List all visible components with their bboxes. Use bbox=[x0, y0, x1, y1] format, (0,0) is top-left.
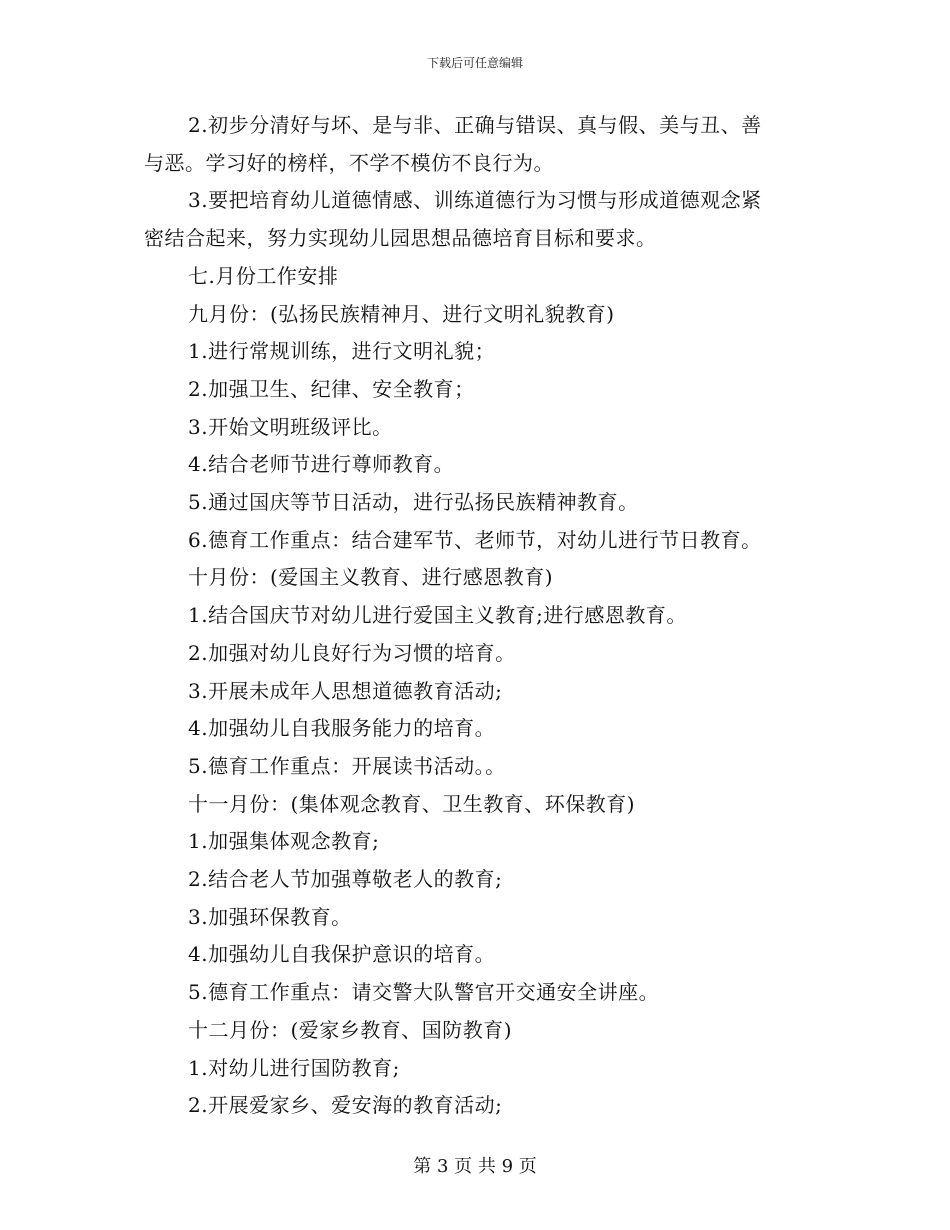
text-line: 1.进行常规训练，进行文明礼貌； bbox=[188, 339, 496, 364]
text-line: 5.德育工作重点：开展读书活动。。 bbox=[188, 753, 506, 778]
text-line: 4.加强幼儿自我服务能力的培育。 bbox=[188, 716, 496, 741]
text-line: 1.结合国庆节对幼儿进行爱国主义教育;进行感恩教育。 bbox=[188, 603, 687, 628]
text-line: 2.开展爱家乡、爱安海的教育活动; bbox=[188, 1093, 503, 1118]
page-header: 下载后可任意编辑 bbox=[426, 56, 523, 70]
text-line: 1.加强集体观念教育; bbox=[188, 829, 380, 854]
text-line: 6.德育工作重点：结合建军节、老师节，对幼儿进行节日教育。 bbox=[188, 527, 762, 552]
document-body bbox=[144, 107, 804, 1125]
text-line: 4.加强幼儿自我保护意识的培育。 bbox=[188, 942, 496, 967]
text-line: 1.对幼儿进行国防教育; bbox=[188, 1055, 400, 1080]
text-line: 十二月份：(爱家乡教育、国防教育) bbox=[188, 1017, 513, 1042]
text-line: 九月份：(弘扬民族精神月、进行文明礼貌教育) bbox=[188, 301, 615, 326]
text-line: 4.结合老师节进行尊师教育。 bbox=[188, 452, 455, 477]
text-line: 与恶。学习好的榜样，不学不模仿不良行为。 bbox=[144, 150, 554, 175]
text-line: 3.加强环保教育。 bbox=[188, 904, 352, 929]
text-line: 密结合起来，努力实现幼儿园思想品德培育目标和要求。 bbox=[144, 226, 657, 251]
text-line: 十一月份：(集体观念教育、卫生教育、环保教育) bbox=[188, 791, 636, 816]
text-line: 5.德育工作重点：请交警大队警官开交通安全讲座。 bbox=[188, 980, 660, 1005]
text-line: 3.要把培育幼儿道德情感、训练道德行为习惯与形成道德观念紧 bbox=[188, 188, 762, 213]
text-line: 5.通过国庆等节日活动，进行弘扬民族精神教育。 bbox=[188, 490, 639, 515]
text-line: 2.初步分清好与坏、是与非、正确与错误、真与假、美与丑、善 bbox=[188, 113, 762, 137]
text-line: 七.月份工作安排 bbox=[188, 263, 339, 288]
text-line: 2.结合老人节加强尊敬老人的教育; bbox=[188, 867, 503, 892]
text-line: 3.开展未成年人思想道德教育活动; bbox=[188, 678, 503, 703]
text-line: 2.加强卫生、纪律、安全教育； bbox=[188, 376, 475, 401]
page-footer: 第 3 页 共 9 页 bbox=[413, 1156, 537, 1177]
text-line: 3.开始文明班级评比。 bbox=[188, 414, 393, 439]
text-line: 十月份：(爱国主义教育、进行感恩教育) bbox=[188, 565, 554, 590]
text-line: 2.加强对幼儿良好行为习惯的培育。 bbox=[188, 640, 516, 665]
